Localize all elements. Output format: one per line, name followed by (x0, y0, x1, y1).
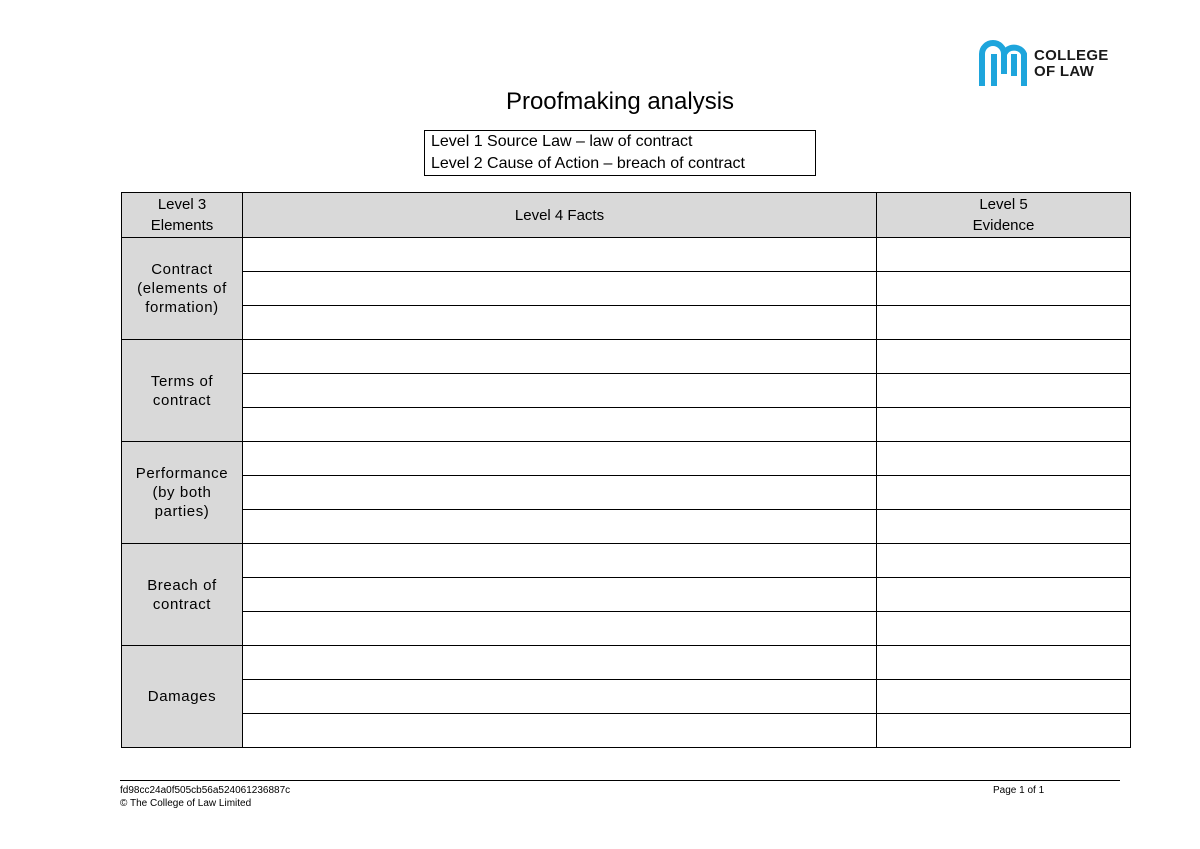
evidence-cell[interactable] (877, 714, 1131, 748)
table-row (122, 272, 1131, 306)
level-1-text: Level 1 Source Law – law of contract (431, 133, 693, 150)
facts-cell[interactable] (243, 238, 877, 272)
evidence-cell[interactable] (877, 646, 1131, 680)
element-label-line: parties) (154, 503, 210, 520)
element-label-line: contract (152, 391, 212, 409)
facts-cell[interactable] (243, 578, 877, 612)
table-row (122, 476, 1131, 510)
facts-cell[interactable] (243, 612, 877, 646)
table-row (122, 408, 1131, 442)
proofmaking-table (121, 192, 1131, 748)
element-label-line: Terms of (150, 372, 214, 390)
facts-cell[interactable] (243, 408, 877, 442)
evidence-cell[interactable] (877, 612, 1131, 646)
facts-cell[interactable] (243, 272, 877, 306)
copyright-text: © The College of Law Limited (120, 798, 252, 809)
header-evidence-line-2: Evidence (972, 217, 1035, 234)
table-row (122, 238, 1131, 272)
element-label-cell (122, 442, 243, 544)
table-row (122, 578, 1131, 612)
facts-cell[interactable] (243, 714, 877, 748)
element-label-cell (122, 340, 243, 442)
header-elements (122, 193, 243, 238)
logo-line-1: COLLEGE (1034, 47, 1109, 64)
element-label-line: Breach of (147, 576, 217, 594)
table-row (122, 544, 1131, 578)
logo-line-2: OF LAW (1034, 63, 1095, 80)
page-number: Page 1 of 1 (993, 785, 1045, 796)
table-row (122, 646, 1131, 680)
element-label-cell (122, 646, 243, 748)
evidence-cell[interactable] (877, 578, 1131, 612)
header-evidence-line-1: Level 5 (979, 196, 1028, 213)
table-row (122, 680, 1131, 714)
table-row (122, 510, 1131, 544)
evidence-cell[interactable] (877, 544, 1131, 578)
header-evidence (877, 193, 1131, 238)
evidence-cell[interactable] (877, 238, 1131, 272)
college-of-law-logo-icon (978, 40, 1028, 90)
header-row (122, 193, 1131, 238)
facts-cell[interactable] (243, 680, 877, 714)
evidence-cell[interactable] (877, 680, 1131, 714)
evidence-cell[interactable] (877, 408, 1131, 442)
footer-left (120, 784, 290, 810)
facts-cell[interactable] (243, 340, 877, 374)
element-label-line: Damages (147, 688, 217, 705)
facts-cell[interactable] (243, 544, 877, 578)
facts-cell[interactable] (243, 646, 877, 680)
table-row (122, 306, 1131, 340)
table-row (122, 612, 1131, 646)
evidence-cell[interactable] (877, 510, 1131, 544)
element-label-line: formation) (145, 299, 219, 316)
facts-cell[interactable] (243, 374, 877, 408)
evidence-cell[interactable] (877, 272, 1131, 306)
page-title: Proofmaking analysis (505, 88, 735, 115)
evidence-cell[interactable] (877, 476, 1131, 510)
document-id: fd98cc24a0f505cb56a524061236887c (120, 785, 291, 796)
element-label-cell (122, 238, 243, 340)
levels-box (424, 130, 816, 176)
college-of-law-logo (978, 40, 1128, 90)
evidence-cell[interactable] (877, 374, 1131, 408)
table-row (122, 340, 1131, 374)
facts-cell[interactable] (243, 306, 877, 340)
table-row (122, 714, 1131, 748)
table-row (122, 374, 1131, 408)
table-row (122, 442, 1131, 476)
evidence-cell[interactable] (877, 442, 1131, 476)
header-elements-line-2: Elements (150, 217, 214, 234)
logo-text (1034, 48, 1109, 80)
header-facts: Level 4 Facts (243, 193, 877, 238)
footer-divider (120, 780, 1120, 781)
facts-cell[interactable] (243, 476, 877, 510)
evidence-cell[interactable] (877, 306, 1131, 340)
element-label-line: (by both (152, 484, 212, 501)
element-label-line: (elements of (137, 280, 227, 297)
level-2-text: Level 2 Cause of Action – breach of contract (431, 155, 745, 172)
evidence-cell[interactable] (877, 340, 1131, 374)
facts-cell[interactable] (243, 442, 877, 476)
element-label-line: Contract (151, 261, 213, 278)
element-label-line: Performance (135, 465, 229, 482)
element-label-line: contract (152, 595, 212, 613)
facts-cell[interactable] (243, 510, 877, 544)
element-label-cell (122, 544, 243, 646)
header-elements-line-1: Level 3 (157, 196, 207, 213)
